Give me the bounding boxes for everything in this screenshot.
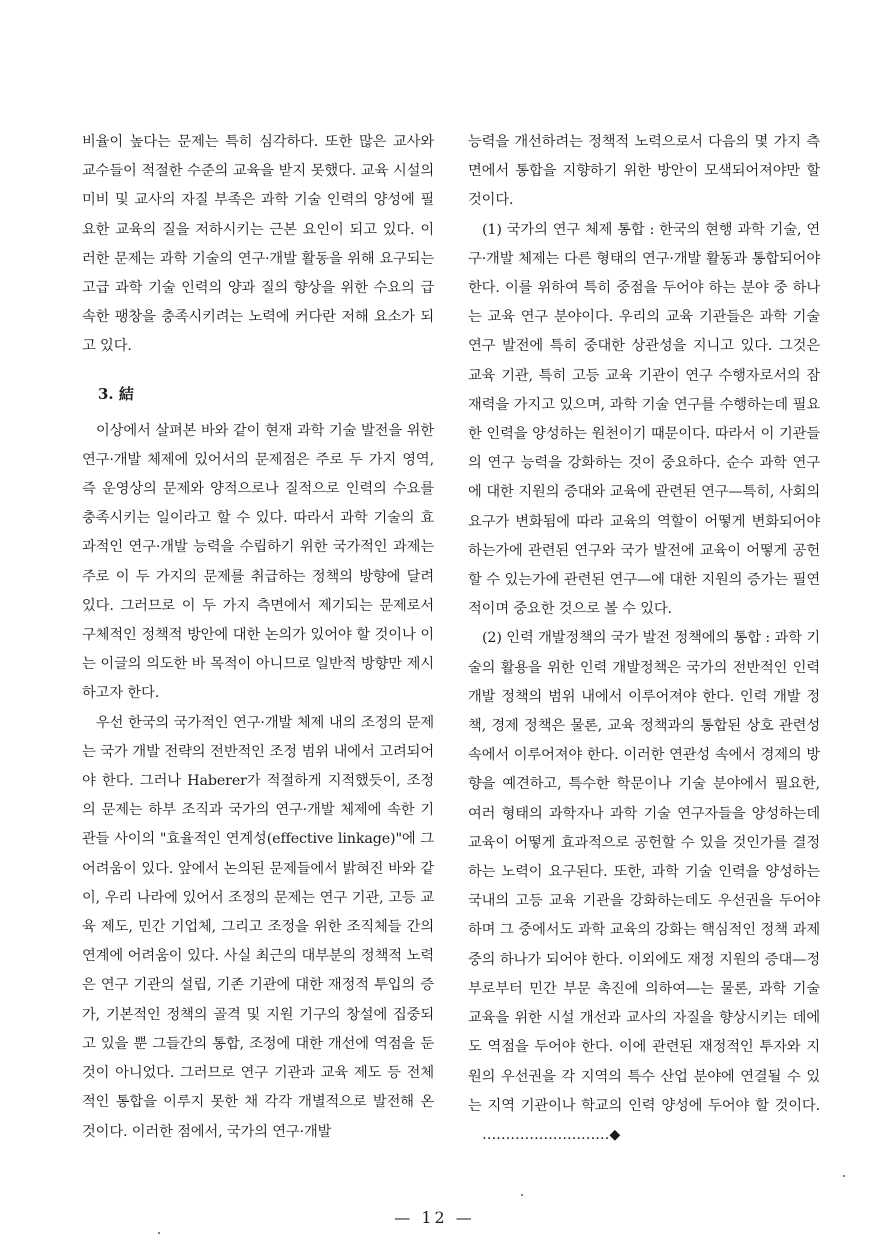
end-of-article-mark: ………………………◆ bbox=[482, 1126, 621, 1143]
scan-speck bbox=[158, 1232, 160, 1234]
right-paragraph-2: (1) 국가의 연구 체제 통합 : 한국의 현행 과학 기술, 연구·개발 체제는 다른 형태의 연구·개발 활동과 통합되어야 한다. 이를 위하여 특히 중점을 두어야 하는 분야 중 하나는 교육 연구 분야이다. 우리의 교육 기관들은 과학 기술 연구 발전에 특히 중대한 상관성을 지니고 있다. 그것은 교육 기관, 특히 고등 교육 기관이 연구 수행자로서의 잠재력을 가지고 있으며, 과학 기술 연구를 수행하는데 필요한 인력을 양성하는 원천이기 때문이다. 따라서 이 기관들의 연구 능력을 강화하는 것이 중요하다. 순수 과학 연구에 대한 지원의 증대와 교육에 관련된 연구—특히, 사회의 요구가 변화됨에 따라 교육의 역할이 어떻게 변화되어야 하는가에 관련된 연구와 국가 발전에 교육이 어떻게 공헌할 수 있는가에 관련된 연구—에 대한 지원의 증가는 필연적이며 중요한 것으로 볼 수 있다. bbox=[468, 221, 820, 618]
left-paragraph-2: 이상에서 살펴본 바와 같이 현재 과학 기술 발전을 위한 연구·개발 체제에 있어서의 문제점은 주로 두 가지 영역, 즉 운영상의 문제와 양적으로나 질적으로 인력의 수요를 충족시키는 일이라고 할 수 있다. 따라서 과학 기술의 효과적인 연구·개발 능력을 수립하기 위한 국가적인 과제는 주로 이 두 가지의 문제를 취급하는 정책의 방향에 달려 있다. 그러므로 이 두 가지 측면에서 제기되는 문제로서 구체적인 정책적 방안에 대한 논의가 있어야 할 것이나 이는 이글의 의도한 바 목적이 아니므로 일반적 방향만 제시하고자 한다. bbox=[82, 422, 434, 702]
right-paragraph-1: 능력을 개선하려는 정책적 노력으로서 다음의 몇 가지 측면에서 통합을 지향하기 위한 방안이 모색되어져야만 할 것이다. bbox=[468, 134, 820, 209]
section-heading: 3. 結 bbox=[98, 384, 134, 403]
right-column bbox=[468, 128, 820, 1150]
left-column bbox=[82, 128, 434, 1147]
scan-speck bbox=[843, 1175, 845, 1177]
left-paragraph-1: 비율이 높다는 문제는 특히 심각하다. 또한 많은 교사와 교수들이 적절한 수준의 교육을 받지 못했다. 교육 시설의 미비 및 교사의 자질 부족은 과학 기술 인력의 양성에 필요한 교육의 질을 저하시키는 근본 요인이 되고 있다. 이러한 문제는 과학 기술의 연구·개발 활동을 위해 요구되는 고급 과학 기술 인력의 양과 질의 향상을 위한 수요의 급속한 팽창을 충족시키려는 노력에 커다란 저해 요소가 되고 있다. bbox=[82, 134, 434, 355]
right-paragraph-3 bbox=[468, 624, 820, 1150]
page-number: — 12 — bbox=[394, 1208, 475, 1227]
left-paragraph-3: 우선 한국의 국가적인 연구·개발 체제 내의 조정의 문제는 국가 개발 전략의 전반적인 조정 범위 내에서 고려되어야 한다. 그러나 Haberer가 적절하게 지적했듯이, 조정의 문제는 하부 조직과 국가의 연구·개발 체제에 속한 기관들 사이의 "효율적인 연계성(effective linkage)"에 그 어려움이 있다. 앞에서 논의된 문제들에서 밝혀진 바와 같이, 우리 나라에 있어서 조정의 문제는 연구 기관, 고등 교육 제도, 민간 기업체, 그리고 조정을 위한 조직체들 간의 연계에 어려움이 있다. 사실 최근의 대부분의 정책적 노력은 연구 기관의 설립, 기존 기관에 대한 재정적 투입의 증가, 기본적인 정책의 골격 및 지원 기구의 창설에 집중되고 있을 뿐 그들간의 통합, 조정에 대한 개선에 역점을 둔 것이 아니었다. 그러므로 연구 기관과 교육 제도 등 전체적인 통합을 이루지 못한 채 각각 개별적으로 발전해 온 것이다. 이러한 점에서, 국가의 연구·개발 bbox=[82, 714, 434, 1140]
right-paragraph-3-text: (2) 인력 개발정책의 국가 발전 정책에의 통합 : 과학 기술의 활용을 위한 인력 개발정책은 국가의 전반적인 인력 개발 정책의 범위 내에서 이루어져야 한다. 인력 개발 정책, 경제 정책은 물론, 교육 정책과의 통합된 상호 관련성 속에서 이루어져야 한다. 이러한 연관성 속에서 경제의 방향을 예견하고, 특수한 학문이나 기술 분야에서 필요한, 여러 형태의 과학자나 과학 기술 연구자들을 양성하는데 교육이 어떻게 효과적으로 공헌할 수 있을 것인가를 결정하는 노력이 요구된다. 또한, 과학 기술 인력을 양성하는 국내의 고등 교육 기관을 강화하는데도 우선권을 두어야 하며 그 중에서도 과학 교육의 강화는 핵심적인 정책 과제 중의 하나가 되어야 한다. 이외에도 재정 지원의 증대—정부로부터 민간 부문 촉진에 의하여—는 물론, 과학 기술 교육을 위한 시설 개선과 교사의 자질을 향상시키는 데에도 역점을 두어야 한다. 이에 관련된 재정적인 투자와 지원의 우선권을 각 지역의 특수 산업 분야에 연결될 수 있는 지역 기관이나 학교의 인력 양성에 두어야 할 것이다. bbox=[468, 630, 820, 1114]
scan-speck bbox=[521, 1194, 523, 1196]
